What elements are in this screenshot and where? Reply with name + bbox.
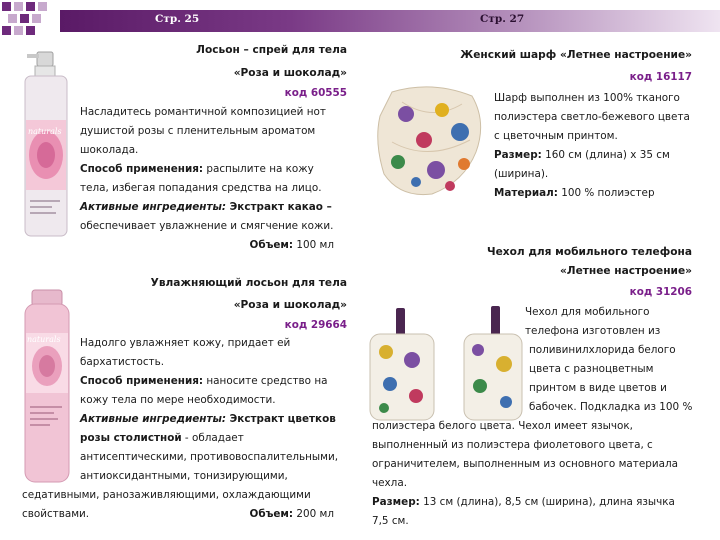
usage-line: Способ применения: наносите средство на (80, 375, 328, 387)
volume-label: Объем: (249, 508, 294, 520)
page-number-right: Стр. 27 (480, 13, 525, 25)
description-line: цвета с разноцветным (529, 363, 654, 375)
description-line: Насладитесь романтичной композицией нот (80, 106, 326, 118)
description-line: выполненный из полиэстера фиолетового цвета, с (372, 439, 653, 451)
volume-line: Объем: 100 мл (249, 239, 334, 251)
material-label: Материал: (494, 187, 558, 199)
description-line: Шарф выполнен из 100% тканого (494, 92, 680, 104)
product-subtitle: «Летнее настроение» (559, 265, 692, 277)
product-code: код 16117 (629, 71, 692, 83)
product-title: Увлажняющий лосьон для тела (150, 277, 347, 289)
volume-label: Объем: (249, 239, 294, 251)
description-line: Надолго увлажняет кожу, придает ей (80, 337, 291, 349)
ingredients-line: обеспечивает увлажнение и смягчение кожи. (80, 220, 334, 232)
description-line: бабочек. Подкладка из 100 % (529, 401, 693, 413)
product-title: Чехол для мобильного телефона (487, 246, 692, 258)
ingredients-line: Активные ингредиенты: Экстракт какао – (80, 201, 332, 213)
page-number-left: Стр. 25 (155, 13, 200, 25)
description-line: поливинилхлорида белого (529, 344, 676, 356)
lotion-bottle-icon (22, 288, 72, 486)
size-line: Размер: 13 см (длина), 8,5 см (ширина), длина язычка (372, 496, 675, 508)
phone-case-icon (366, 304, 526, 424)
product-code: код 60555 (284, 87, 347, 99)
ingredients-label: Активные ингредиенты: (80, 413, 227, 425)
corner-decoration (0, 0, 60, 45)
usage-line: тела, избегая попадания средства на лицо. (80, 182, 322, 194)
size-label: Размер: (372, 496, 420, 508)
product-title: Лосьон – спрей для тела (196, 44, 347, 56)
ingredients-line: Активные ингредиенты: Экстракт цветков (80, 413, 336, 425)
description-line: ограничителем, выполненным из основного материала (372, 458, 678, 470)
description-line: бархатистость. (80, 356, 165, 368)
usage-line: Способ применения: распылите на кожу (80, 163, 314, 175)
ingredients-line: розы столистной - обладает (80, 432, 244, 444)
description-line: телефона изготовлен из (525, 325, 661, 337)
ingredients-label: Активные ингредиенты: (80, 201, 227, 213)
usage-label: Способ применения: (80, 163, 204, 175)
description-line: с цветочным принтом. (494, 130, 618, 142)
ingredients-line: седативными, ранозаживляющими, охлаждающими (22, 489, 311, 501)
ingredients-line: антиоксидантными, тонизирующими, (80, 470, 288, 482)
material-line: Материал: 100 % полиэстер (494, 187, 655, 199)
volume-line: Объем: 200 мл (249, 508, 334, 520)
description-line: шоколада. (80, 144, 139, 156)
spray-bottle-icon (22, 50, 72, 240)
usage-label: Способ применения: (80, 375, 204, 387)
scarf-icon (372, 82, 488, 202)
description-line: полиэстера светло-бежевого цвета (494, 111, 690, 123)
description-line: Чехол для мобильного (525, 306, 650, 318)
description-line: чехла. (372, 477, 407, 489)
size-line: (ширина). (494, 168, 549, 180)
product-code: код 29664 (284, 319, 347, 331)
size-label: Размер: (494, 149, 542, 161)
size-line: Размер: 160 см (длина) х 35 см (494, 149, 670, 161)
brand-label: naturals (27, 335, 61, 344)
description-line: душистой розы с пленительным ароматом (80, 125, 316, 137)
product-subtitle: «Роза и шоколад» (233, 67, 347, 79)
product-subtitle: «Роза и шоколад» (233, 299, 347, 311)
product-title: Женский шарф «Летнее настроение» (460, 49, 692, 61)
size-line: 7,5 см. (372, 515, 409, 527)
description-line: принтом в виде цветов и (529, 382, 667, 394)
description-line: полиэстера белого цвета. Чехол имеет язычок, (372, 420, 633, 432)
brand-label: naturals (28, 127, 62, 136)
usage-line: кожу тела по мере необходимости. (80, 394, 276, 406)
header-bar (60, 10, 720, 32)
ingredients-line: свойствами. (22, 508, 90, 520)
ingredients-line: антисептическими, противовоспалительными, (80, 451, 339, 463)
product-code: код 31206 (629, 286, 692, 298)
